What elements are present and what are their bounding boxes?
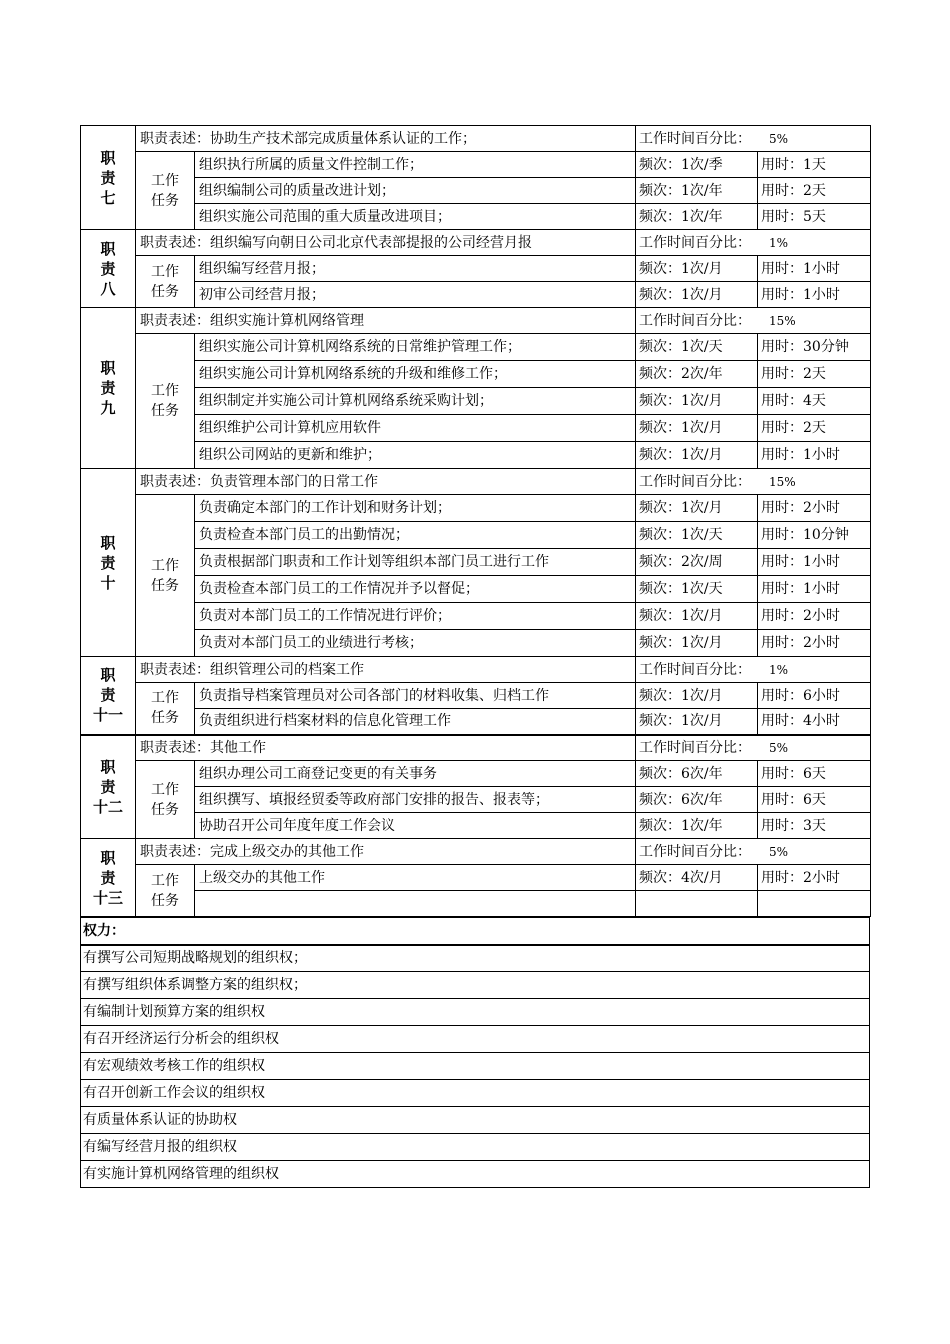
- task-text: 组织办理公司工商登记变更的有关事务: [195, 761, 636, 787]
- task-frequency: 频次：1次/月: [636, 603, 758, 630]
- power-row: [81, 1134, 870, 1161]
- time-percentage-value: 15%: [769, 474, 796, 489]
- duty-row: [81, 308, 871, 334]
- power-item: 有召开经济运行分析会的组织权: [81, 1026, 870, 1053]
- duty-statement: 职责表述：协助生产技术部完成质量体系认证的工作；: [136, 126, 636, 152]
- power-item: 有编写经营月报的组织权: [81, 1134, 870, 1161]
- task-duration: 用时：6天: [758, 787, 871, 813]
- task-duration: 用时：1小时: [758, 442, 871, 469]
- duty-label-char: 九: [100, 399, 116, 417]
- task-label-line: 工作: [151, 383, 179, 399]
- time-percentage: [636, 469, 871, 495]
- task-label-line: 任务: [151, 192, 179, 209]
- time-percentage: [636, 657, 871, 683]
- task-text: [195, 891, 636, 917]
- time-percentage-label: 工作时间百分比：: [639, 739, 751, 756]
- task-text: 负责根据部门职责和工作计划等组织本部门员工进行工作: [195, 549, 636, 576]
- task-frequency: 频次：1次/年: [636, 178, 758, 204]
- task-row: [81, 204, 871, 230]
- duty-label-char: 七: [100, 188, 116, 207]
- task-duration: 用时：2小时: [758, 495, 871, 522]
- task-duration: 用时：1小时: [758, 576, 871, 603]
- task-text: 组织编写经营月报；: [195, 256, 636, 282]
- task-label: [136, 865, 195, 917]
- power-item: 有召开创新工作会议的组织权: [81, 1080, 870, 1107]
- power-item: 有撰写组织体系调整方案的组织权；: [81, 972, 870, 999]
- task-row: [81, 761, 871, 787]
- time-percentage: [636, 308, 871, 334]
- duty-row: [81, 230, 871, 256]
- task-duration: 用时：2小时: [758, 865, 871, 891]
- duty-label: [81, 126, 136, 230]
- task-frequency: 频次：1次/月: [636, 282, 758, 308]
- duty-label-char: 责: [100, 553, 116, 572]
- time-percentage: [636, 839, 871, 865]
- task-label: [136, 761, 195, 839]
- duty-label: [81, 469, 136, 657]
- task-duration: 用时：1小时: [758, 282, 871, 308]
- power-item: 有撰写公司短期战略规划的组织权；: [81, 945, 870, 972]
- task-duration: 用时：2天: [758, 361, 871, 388]
- task-frequency: 频次：1次/天: [636, 522, 758, 549]
- task-text: 组织实施公司计算机网络系统的升级和维修工作；: [195, 361, 636, 388]
- task-text: 负责对本部门员工的工作情况进行评价；: [195, 603, 636, 630]
- task-text: 负责确定本部门的工作计划和财务计划；: [195, 495, 636, 522]
- task-row: [81, 549, 871, 576]
- duties-table: [80, 125, 871, 917]
- task-duration: 用时：6天: [758, 761, 871, 787]
- duty-label: [81, 839, 136, 917]
- task-frequency: 频次：1次/天: [636, 334, 758, 361]
- task-text: 组织编制公司的质量改进计划；: [195, 178, 636, 204]
- task-frequency: 频次：1次/天: [636, 576, 758, 603]
- duty-label-char: 职: [100, 757, 116, 776]
- time-percentage-label: 工作时间百分比：: [639, 473, 751, 490]
- task-text: 组织执行所属的质量文件控制工作；: [195, 152, 636, 178]
- duty-label-char: 十二: [92, 797, 123, 816]
- duty-statement: 职责表述：组织实施计算机网络管理: [136, 308, 636, 334]
- task-label-line: 任务: [151, 710, 179, 727]
- duty-statement: 职责表述：完成上级交办的其他工作: [136, 839, 636, 865]
- time-percentage-value: 1%: [769, 662, 789, 677]
- duty-statement: 职责表述：其他工作: [136, 735, 636, 761]
- task-row: [81, 282, 871, 308]
- time-percentage-value: 1%: [769, 235, 789, 250]
- duty-row: [81, 839, 871, 865]
- task-text: 负责检查本部门员工的工作情况并予以督促；: [195, 576, 636, 603]
- duty-label-char: 职: [100, 533, 116, 552]
- task-text: 组织维护公司计算机应用软件: [195, 415, 636, 442]
- duty-row: [81, 126, 871, 152]
- task-label-line: 任务: [151, 892, 179, 909]
- task-row: [81, 603, 871, 630]
- task-row: [81, 865, 871, 891]
- task-duration: 用时：2小时: [758, 630, 871, 657]
- task-label: [136, 334, 195, 469]
- duty-statement: 职责表述：负责管理本部门的日常工作: [136, 469, 636, 495]
- task-row: [81, 152, 871, 178]
- task-row: [81, 709, 871, 735]
- task-duration: 用时：10分钟: [758, 522, 871, 549]
- time-percentage-label: 工作时间百分比：: [639, 234, 751, 251]
- task-duration: 用时：4天: [758, 388, 871, 415]
- power-item: 有质量体系认证的协助权: [81, 1107, 870, 1134]
- time-percentage-label: 工作时间百分比：: [639, 312, 751, 329]
- time-percentage-value: 5%: [769, 131, 789, 146]
- task-label-line: 工作: [151, 781, 179, 798]
- task-row: [81, 576, 871, 603]
- task-label-line: 工作: [151, 263, 179, 280]
- task-label: [136, 495, 195, 657]
- task-label: [136, 256, 195, 308]
- task-frequency: 频次：1次/年: [636, 204, 758, 230]
- duty-label-char: 职: [100, 359, 116, 377]
- duty-label-char: 十三: [92, 888, 123, 907]
- task-frequency: 频次：1次/月: [636, 415, 758, 442]
- time-percentage-value: 5%: [769, 740, 789, 755]
- task-label-line: 任务: [151, 577, 179, 594]
- task-row: [81, 787, 871, 813]
- task-label-line: 任务: [151, 801, 179, 818]
- job-description-document: [80, 125, 870, 1188]
- task-label-line: 工作: [151, 172, 179, 189]
- power-item: 有实施计算机网络管理的组织权: [81, 1161, 870, 1188]
- duty-label-char: 十: [100, 573, 116, 592]
- task-duration: 用时：2天: [758, 178, 871, 204]
- task-text: 组织实施公司范围的重大质量改进项目；: [195, 204, 636, 230]
- duty-statement: 职责表述：组织编写向朝日公司北京代表部提报的公司经营月报: [136, 230, 636, 256]
- task-text: 协助召开公司年度年度工作会议: [195, 813, 636, 839]
- time-percentage: [636, 230, 871, 256]
- duty-label-char: 责: [100, 168, 116, 187]
- task-duration: 用时：30分钟: [758, 334, 871, 361]
- duty-label-char: 职: [100, 148, 116, 167]
- task-row: [81, 334, 871, 361]
- task-row: [81, 361, 871, 388]
- time-percentage-label: 工作时间百分比：: [639, 130, 751, 147]
- task-duration: [758, 891, 871, 917]
- task-duration: 用时：6小时: [758, 683, 871, 709]
- power-row: [81, 945, 870, 972]
- task-row: [81, 630, 871, 657]
- time-percentage-label: 工作时间百分比：: [639, 661, 751, 678]
- task-frequency: 频次：6次/年: [636, 761, 758, 787]
- duty-label-char: 职: [100, 239, 116, 258]
- duty-label-char: 责: [100, 259, 116, 278]
- task-row: [81, 522, 871, 549]
- task-label: [136, 683, 195, 735]
- task-duration: 用时：2小时: [758, 603, 871, 630]
- task-frequency: 频次：1次/月: [636, 256, 758, 282]
- task-text: 组织制定并实施公司计算机网络系统采购计划；: [195, 388, 636, 415]
- task-text: 负责指导档案管理员对公司各部门的材料收集、归档工作: [195, 683, 636, 709]
- task-frequency: 频次：6次/年: [636, 787, 758, 813]
- duty-label-char: 责: [100, 868, 116, 887]
- duty-label-char: 十一: [92, 706, 123, 725]
- task-frequency: 频次：1次/月: [636, 388, 758, 415]
- task-label-line: 任务: [151, 283, 179, 300]
- task-duration: 用时：1天: [758, 152, 871, 178]
- time-percentage: [636, 735, 871, 761]
- task-duration: 用时：2天: [758, 415, 871, 442]
- duty-label-char: 责: [100, 686, 116, 705]
- power-row: [81, 1161, 870, 1188]
- task-row: [81, 415, 871, 442]
- task-text: 负责检查本部门员工的出勤情况；: [195, 522, 636, 549]
- task-duration: 用时：1小时: [758, 549, 871, 576]
- duty-label: [81, 308, 136, 469]
- duty-label-char: 责: [100, 379, 116, 397]
- duty-label-char: 职: [100, 848, 116, 867]
- task-text: 初审公司经营月报；: [195, 282, 636, 308]
- task-frequency: 频次：1次/季: [636, 152, 758, 178]
- task-frequency: 频次：1次/月: [636, 442, 758, 469]
- task-row: [81, 495, 871, 522]
- task-frequency: 频次：4次/月: [636, 865, 758, 891]
- time-percentage-label: 工作时间百分比：: [639, 843, 751, 860]
- time-percentage: [636, 126, 871, 152]
- power-row: [81, 1080, 870, 1107]
- task-frequency: 频次：1次/月: [636, 709, 758, 735]
- time-percentage-value: 5%: [769, 844, 789, 859]
- task-frequency: 频次：1次/月: [636, 683, 758, 709]
- task-duration: 用时：4小时: [758, 709, 871, 735]
- task-text: 组织撰写、填报经贸委等政府部门安排的报告、报表等；: [195, 787, 636, 813]
- duty-statement: 职责表述：组织管理公司的档案工作: [136, 657, 636, 683]
- task-row: [81, 891, 871, 917]
- duty-row: [81, 469, 871, 495]
- duty-label: [81, 657, 136, 735]
- task-row: [81, 813, 871, 839]
- task-row: [81, 178, 871, 204]
- task-row: [81, 442, 871, 469]
- duty-label: [81, 735, 136, 839]
- task-frequency: 频次：1次/月: [636, 630, 758, 657]
- power-row: [81, 1026, 870, 1053]
- task-frequency: 频次：1次/年: [636, 813, 758, 839]
- task-label-line: 工作: [151, 690, 179, 707]
- task-label-line: 工作: [151, 872, 179, 889]
- task-row: [81, 388, 871, 415]
- duty-label-char: 责: [100, 777, 116, 796]
- duty-label: [81, 230, 136, 308]
- duty-label-char: 职: [100, 666, 116, 685]
- task-text: 上级交办的其他工作: [195, 865, 636, 891]
- task-text: 组织实施公司计算机网络系统的日常维护管理工作；: [195, 334, 636, 361]
- duty-row: [81, 735, 871, 761]
- task-frequency: [636, 891, 758, 917]
- powers-title: 权力：: [81, 918, 870, 945]
- power-item: 有编制计划预算方案的组织权: [81, 999, 870, 1026]
- task-frequency: 频次：1次/月: [636, 495, 758, 522]
- duty-row: [81, 657, 871, 683]
- power-row: [81, 972, 870, 999]
- task-text: 负责对本部门员工的业绩进行考核；: [195, 630, 636, 657]
- task-frequency: 频次：2次/周: [636, 549, 758, 576]
- task-label: [136, 152, 195, 230]
- task-duration: 用时：1小时: [758, 256, 871, 282]
- task-label-line: 任务: [151, 403, 179, 419]
- task-row: [81, 683, 871, 709]
- task-text: 负责组织进行档案材料的信息化管理工作: [195, 709, 636, 735]
- task-duration: 用时：5天: [758, 204, 871, 230]
- power-row: [81, 1107, 870, 1134]
- task-duration: 用时：3天: [758, 813, 871, 839]
- task-row: [81, 256, 871, 282]
- duty-label-char: 八: [100, 279, 116, 298]
- time-percentage-value: 15%: [769, 313, 796, 328]
- powers-table: [80, 917, 870, 1188]
- power-row: [81, 1053, 870, 1080]
- power-item: 有宏观绩效考核工作的组织权: [81, 1053, 870, 1080]
- task-frequency: 频次：2次/年: [636, 361, 758, 388]
- power-row: [81, 999, 870, 1026]
- task-label-line: 工作: [151, 557, 179, 574]
- task-text: 组织公司网站的更新和维护；: [195, 442, 636, 469]
